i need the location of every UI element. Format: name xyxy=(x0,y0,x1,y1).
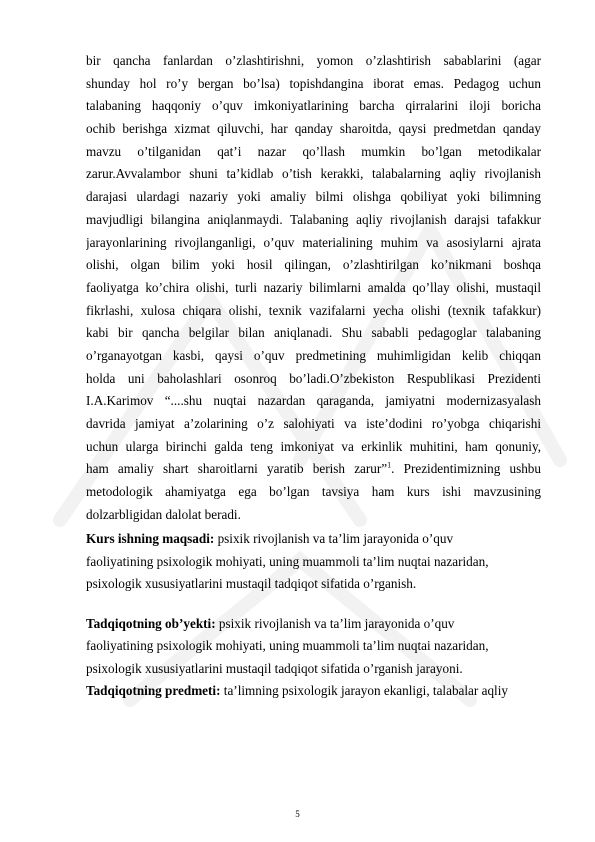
spacer xyxy=(86,596,541,613)
text-line: I.A.Karimov “....shu nuqtai nazardan qaraganda, jamiyatni modernizasyalash xyxy=(86,393,541,409)
document-body xyxy=(86,50,541,703)
page-number: 5 xyxy=(295,809,300,819)
section-line: faoliyatining psixologik mohiyati, uning muammoli ta’lim nuqtai nazaridan, xyxy=(86,638,489,654)
section-line xyxy=(86,528,541,551)
footnote-line-text-after: . Prezidentimizning ushbu xyxy=(391,461,541,477)
text-line: zarur.Avvalambor shuni ta’kidlab o’tish kerakki, talabalarning aqliy rivojlanish xyxy=(86,166,541,182)
section-text: psixik rivojlanish va ta’lim jarayonida o’quv xyxy=(214,531,454,547)
section-text: psixik rivojlanish va ta’lim jarayonida o’quv xyxy=(215,615,455,631)
text-line: mavjudligi bilangina aniqlanmaydi. Talabaning aqliy rivojlanish darajsi tafakkur xyxy=(86,211,541,227)
section-line: faoliyatining psixologik mohiyati, uning muammoli ta’lim nuqtai nazaridan, xyxy=(86,553,489,569)
section-line: psixologik xususiyatlarini mustaqil tadqiqot sifatida o’rganish jarayoni. xyxy=(86,660,463,676)
section-text: ta’limning psixologik jarayon ekanligi, talabalar aqliy xyxy=(220,683,508,699)
section-label-predmet: Tadqiqotning predmeti: xyxy=(86,683,221,699)
text-line: o’rganayotgan kasbi, qaysi o’quv predmetining muhimligidan kelib chiqqan xyxy=(86,347,541,363)
text-line: fikrlashi, xulosa chiqara olishi, texnik vazifalarni yecha olishi (texnik tafakkur) xyxy=(86,302,541,318)
text-line: talabaning haqqoniy o’quv imkoniyatlarining barcha qirralarini iloji boricha xyxy=(86,98,541,114)
section-label-obyekt: Tadqiqotning ob’yekti: xyxy=(86,615,216,631)
text-line: shunday hol ro’y bergan bo’lsa) topishdangina iborat emas. Pedagog uchun xyxy=(86,75,541,91)
section-predmet xyxy=(86,680,541,703)
text-line: faoliyatga ko’chira olishi, turli nazariy bilimlarni amalda qo’llay olishi, mustaqil xyxy=(86,279,541,295)
text-line-with-footnote xyxy=(86,458,541,481)
text-line: kabi bir qancha belgilar bilan aniqlanadi. Shu sababli pedagoglar talabaning xyxy=(86,325,541,341)
text-line: metodologik ahamiyatga ega bo’lgan tavsiya ham kurs ishi mavzusining xyxy=(86,484,541,500)
text-line: davrida jamiyat a’zolarining o’z salohiyati va iste’dodini ro’yobga chiqarishi xyxy=(86,416,541,431)
text-line: olishi, olgan bilim yoki hosil qilingan, o’zlashtirilgan ko’nikmani boshqa xyxy=(86,257,541,273)
section-line xyxy=(86,613,541,636)
section-line: psixologik xususiyatlarini mustaqil tadqiqot sifatida o’rganish. xyxy=(86,576,417,592)
text-line: uchun ularga birinchi galda teng imkoniyat va erkinlik muhitini, ham qonuniy, xyxy=(86,438,541,454)
main-paragraph xyxy=(86,50,541,526)
text-line: ochib berishga xizmat qiluvchi, har qanday sharoitda, qaysi predmetdan qanday xyxy=(86,121,541,137)
footnote-line-text: ham amaliy shart sharoitlarni yaratib berish zarur” xyxy=(86,461,388,477)
section-maqsad xyxy=(86,528,541,596)
text-line: dolzarbligidan dalolat beradi. xyxy=(86,506,241,522)
section-line xyxy=(86,680,541,703)
text-line: bir qancha fanlardan o’zlashtirishni, yomon o’zlashtirish sabablarini (agar xyxy=(86,53,541,68)
text-line: holda uni baholashlari osonroq bo’ladi.O’zbekiston Respublikasi Prezidenti xyxy=(86,370,541,386)
text-line: mavzu o’tilganidan qat’i nazar qo’llash mumkin bo’lgan metodikalar xyxy=(86,143,541,159)
footnote-reference[interactable]: 1 xyxy=(387,460,392,470)
text-line: darajasi ulardagi nazariy yoki amaliy bilmi olishga qobiliyat yoki bilimning xyxy=(86,189,541,205)
section-label-maqsad: Kurs ishning maqsadi: xyxy=(86,531,215,547)
section-obyekt xyxy=(86,613,541,681)
text-line: jarayonlarining rivojlanganligi, o’quv materialining muhim va asosiylarni ajrata xyxy=(86,234,541,250)
